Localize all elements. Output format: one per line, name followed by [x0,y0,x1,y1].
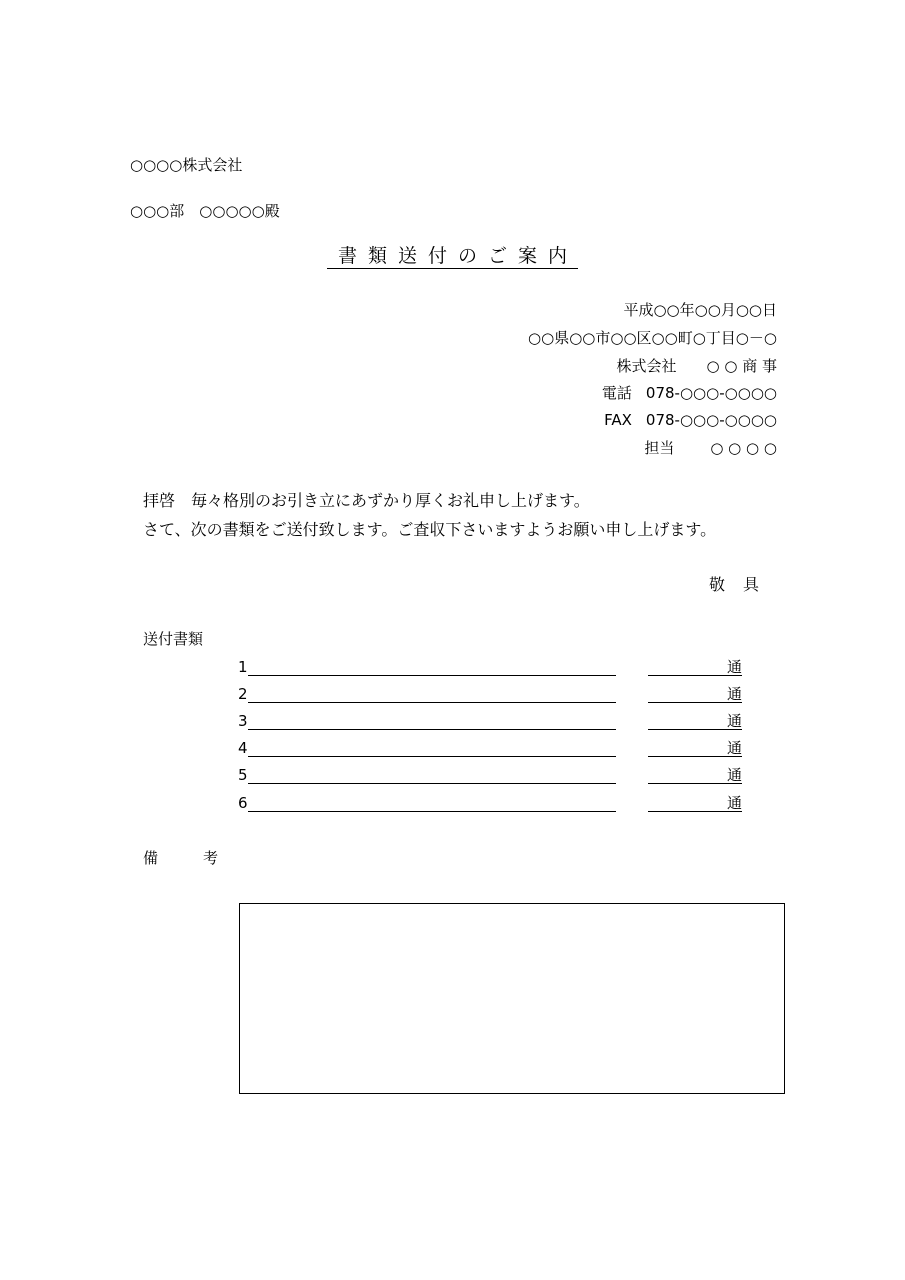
document-name-line [248,675,616,676]
sender-date: 平成○○年○○月○○日 [623,301,777,319]
document-row-number: 4 [238,739,248,757]
copies-unit: 通 [726,739,742,757]
document-row [238,657,748,679]
document-row-number: 6 [238,794,248,812]
copies-unit: 通 [726,685,742,703]
sender-company-label: 株式会社 [616,357,677,375]
document-name-line [248,811,616,812]
remarks-heading: 備考 [143,849,264,867]
remarks-box [239,903,785,1094]
document-row [238,738,748,760]
document-name-line [248,756,616,757]
copies-unit: 通 [726,794,742,812]
document-row [238,684,748,706]
sender-address: ○○県○○市○○区○○町○丁目○－○ [528,329,777,347]
document-row [238,711,748,733]
sender-company-name: ○ ○ 商 事 [706,357,777,375]
document-row-number: 1 [238,658,248,676]
sender-contact-name: ○ ○ ○ ○ [710,439,777,457]
closing-phrase: 敬具 [708,575,777,594]
recipient-person: ○○○部 ○○○○○殿 [130,202,280,220]
sender-contact [644,438,777,458]
sender-phone-number: 078-○○○-○○○○ [645,384,777,402]
greeting-line-1: 拝啓 毎々格別のお引き立にあずかり厚くお礼申し上げます。 [143,491,590,510]
greeting-line-2: さて、次の書類をご送付致します。ご査収下さいますようお願い申し上げます。 [143,520,717,539]
document-name-line [248,729,616,730]
document-row-number: 3 [238,712,248,730]
copies-unit: 通 [726,766,742,784]
sender-fax-number: 078-○○○-○○○○ [645,411,777,429]
copies-unit: 通 [726,712,742,730]
sender-company [617,356,778,376]
recipient-company: ○○○○株式会社 [130,156,243,174]
document-title-text: 書類送付のご案内 [327,245,578,269]
document-row-number: 5 [238,766,248,784]
copies-unit: 通 [726,658,742,676]
sender-contact-label: 担当 [644,439,675,457]
sender-phone [602,383,777,403]
document-row [238,793,748,815]
document-name-line [248,783,616,784]
document-title [0,243,905,269]
document-name-line [248,702,616,703]
documents-heading: 送付書類 [143,630,204,648]
document-row [238,765,748,787]
sender-fax-label: FAX [604,411,632,429]
sender-fax [604,410,777,430]
sender-phone-label: 電話 [601,384,632,402]
document-row-number: 2 [238,685,248,703]
